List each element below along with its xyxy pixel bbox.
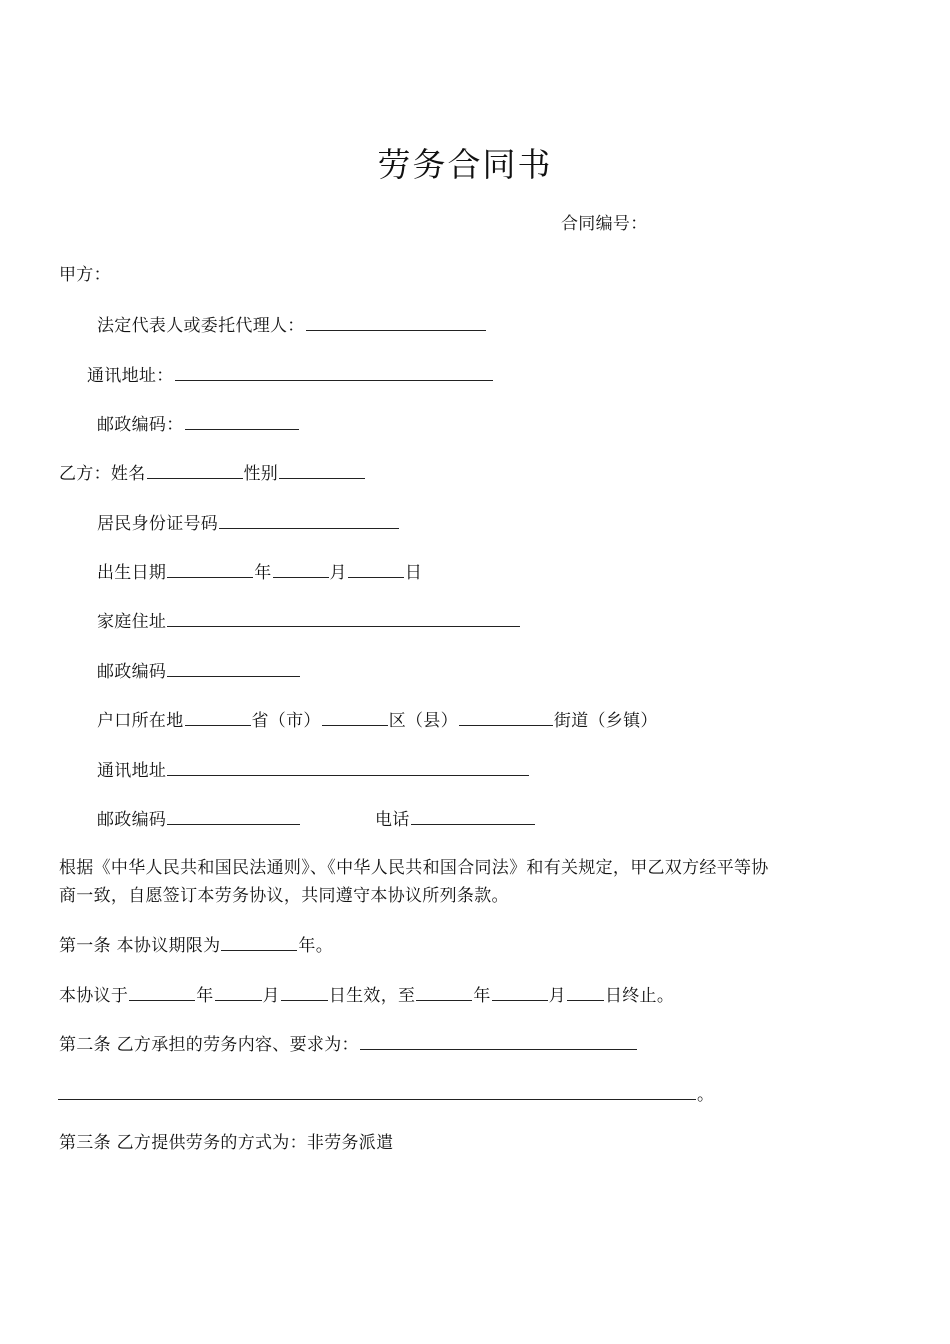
start-month-label: 月	[262, 986, 280, 1006]
hukou-district-blank[interactable]	[322, 710, 388, 726]
start-day-label: 日生效，至	[328, 986, 416, 1006]
party-b-name-label: 乙方：姓名	[59, 464, 146, 484]
gender-label: 性别	[243, 464, 279, 484]
mail-address-label: 通讯地址	[97, 761, 167, 781]
birth-month-label: 月	[329, 563, 347, 583]
birth-year-label: 年	[254, 563, 272, 583]
end-month-blank[interactable]	[492, 985, 548, 1001]
postcode-label-b: 邮政编码	[97, 662, 167, 682]
preamble-line-1: 根据《中华人民共和国民法通则》、《中华人民共和国合同法》和有关规定，甲乙双方经平等协	[59, 858, 769, 878]
postcode-blank-b2[interactable]	[167, 809, 300, 825]
effective-prefix: 本协议于	[59, 986, 129, 1006]
id-label: 居民身份证号码	[97, 514, 219, 534]
start-day-blank[interactable]	[281, 985, 328, 1001]
street-label: 街道（乡镇）	[553, 711, 658, 731]
party-b-postcode-row-2	[97, 809, 301, 830]
birth-day-label: 日	[404, 563, 423, 583]
term-years-blank[interactable]	[221, 935, 297, 951]
phone-label: 电话	[375, 810, 410, 830]
address-label: 通讯地址：	[87, 366, 174, 386]
party-b-birth-row	[97, 562, 422, 583]
preamble-line-2: 商一致，自愿签订本劳务协议，共同遵守本协议所列条款。	[59, 886, 509, 906]
district-label: 区（县）	[388, 711, 458, 731]
phone-blank[interactable]	[411, 809, 535, 825]
postcode-label-b2: 邮政编码	[97, 810, 167, 830]
postcode-blank-b[interactable]	[167, 661, 300, 677]
party-a-postcode-row	[97, 414, 300, 435]
birth-month-blank[interactable]	[273, 562, 329, 578]
start-month-blank[interactable]	[215, 985, 262, 1001]
article-2-continuation	[58, 1084, 714, 1105]
representative-label: 法定代表人或委托代理人：	[97, 316, 305, 336]
party-b-postcode-row	[97, 661, 301, 682]
address-blank[interactable]	[175, 365, 493, 381]
home-address-label: 家庭住址	[97, 612, 167, 632]
end-year-label: 年	[473, 986, 491, 1006]
party-a-address-row	[87, 365, 494, 386]
article-3: 第三条 乙方提供劳务的方式为：非劳务派遣	[59, 1133, 394, 1153]
party-a-representative-row	[97, 315, 487, 336]
party-b-id-row	[97, 513, 400, 534]
party-b-name-row	[59, 463, 366, 484]
birth-year-blank[interactable]	[167, 562, 253, 578]
hukou-street-blank[interactable]	[459, 710, 553, 726]
hukou-label: 户口所在地	[97, 711, 184, 731]
end-day-blank[interactable]	[567, 985, 604, 1001]
article-2-end-mark: 。	[697, 1085, 715, 1105]
end-year-blank[interactable]	[416, 985, 472, 1001]
postcode-blank[interactable]	[185, 414, 299, 430]
contract-number-label: 合同编号：	[561, 214, 648, 234]
article-1-text: 第一条 本协议期限为	[59, 936, 221, 956]
id-blank[interactable]	[219, 513, 399, 529]
article-1	[59, 935, 333, 956]
mail-address-blank[interactable]	[167, 760, 529, 776]
service-content-blank[interactable]	[360, 1034, 637, 1050]
hukou-province-blank[interactable]	[185, 710, 251, 726]
end-month-label: 月	[548, 986, 566, 1006]
birth-day-blank[interactable]	[348, 562, 404, 578]
party-a-label: 甲方：	[59, 265, 111, 285]
birth-label: 出生日期	[97, 563, 167, 583]
start-year-label: 年	[196, 986, 214, 1006]
start-year-blank[interactable]	[129, 985, 195, 1001]
effective-dates-row	[59, 985, 674, 1006]
name-blank[interactable]	[147, 463, 243, 479]
end-day-label: 日终止。	[604, 986, 675, 1006]
postcode-label: 邮政编码：	[97, 415, 184, 435]
party-b-home-address-row	[97, 611, 521, 632]
party-b-hukou-row	[97, 710, 658, 731]
province-label: 省（市）	[251, 711, 321, 731]
document-title: 劳务合同书	[377, 145, 553, 184]
article-2-text: 第二条 乙方承担的劳务内容、要求为：	[59, 1035, 359, 1055]
party-b-phone-row	[375, 809, 536, 830]
article-1-suffix: 年。	[298, 936, 334, 956]
home-address-blank[interactable]	[167, 611, 520, 627]
service-content-blank-2[interactable]	[58, 1084, 696, 1100]
article-2	[59, 1034, 638, 1055]
gender-blank[interactable]	[279, 463, 365, 479]
party-b-mail-address-row	[97, 760, 530, 781]
representative-blank[interactable]	[306, 315, 486, 331]
